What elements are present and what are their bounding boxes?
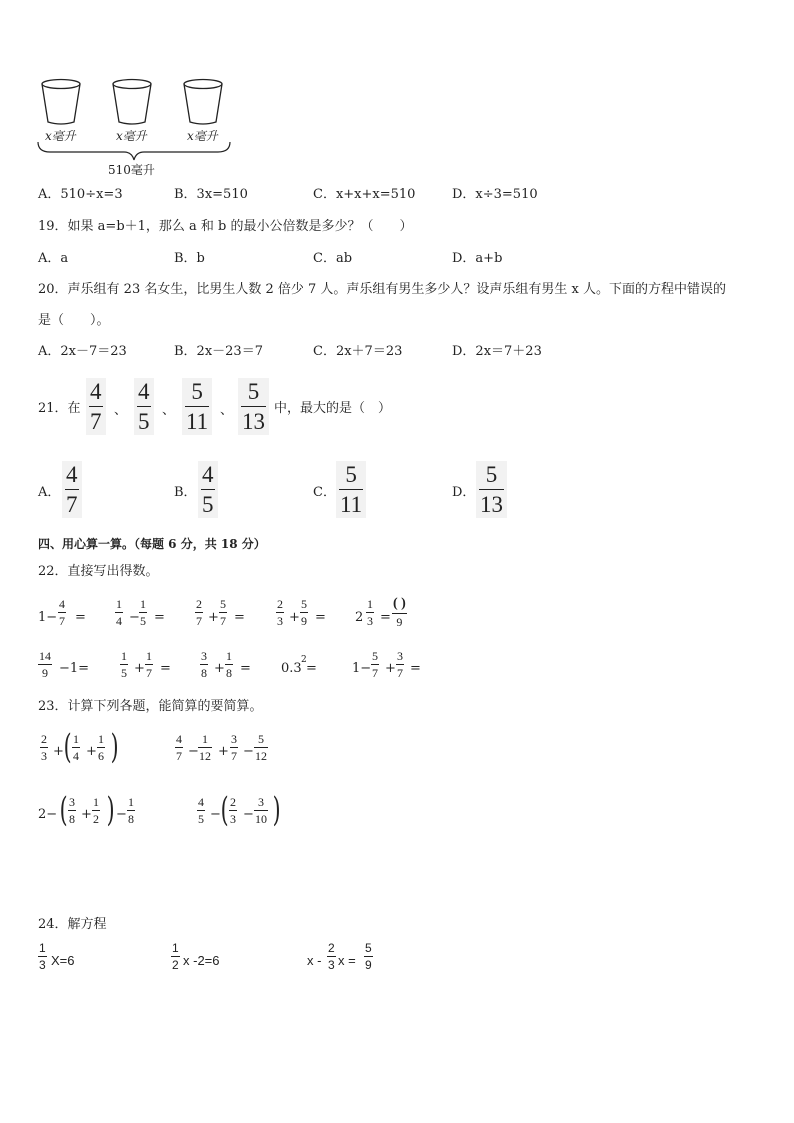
fraction: 1 3 [39, 941, 46, 972]
fraction: 1 4 [73, 732, 79, 763]
operator: + [208, 610, 219, 625]
fraction: 1 6 [98, 732, 104, 763]
fraction: 4 7 [59, 597, 65, 628]
equals: = [306, 661, 317, 676]
q21-separator: 、 [162, 403, 176, 418]
right-paren: ) [272, 790, 281, 830]
fraction: 5 7 [220, 597, 226, 628]
fraction: 1 7 [146, 649, 152, 680]
q21-option-a-letter: A． [38, 485, 61, 500]
q21-option-c-fraction: 5 11 [336, 461, 366, 518]
fraction: 1 2 [93, 795, 99, 826]
q20-stem-line1: 20．声乐组有 23 名女生，比男生人数 2 倍少 7 人。声乐组有男生多少人？设声乐组有男生 x 人。下面的方程中错误的 [38, 282, 727, 297]
equals: = [380, 610, 391, 625]
operator: + [53, 744, 64, 759]
fraction: 1 8 [128, 795, 134, 826]
cup-label: x毫升 [116, 129, 147, 143]
q24-e3-mid: x = [338, 953, 356, 968]
cup-icon [182, 78, 224, 126]
left-paren: ( [220, 790, 229, 830]
left-paren: ( [63, 727, 72, 767]
q24-e2-tail: x -2=6 [183, 953, 220, 968]
right-paren: ) [106, 790, 115, 830]
power-base: 0.3 [281, 661, 302, 676]
operator: + [218, 744, 229, 759]
q24-e1-tail: X=6 [51, 953, 75, 968]
operator: + [289, 610, 300, 625]
q21-option-b-letter: B． [174, 485, 197, 500]
q22-r2-e1-tail: −1= [59, 661, 90, 676]
equals: = [234, 610, 245, 625]
equals: = [154, 610, 165, 625]
q21-fraction: 4 7 [86, 378, 106, 435]
q18-option-a: A．510÷x=3 [38, 187, 123, 202]
operator: + [81, 807, 92, 822]
operator: − [243, 744, 254, 759]
operator: − [210, 807, 221, 822]
q21-prefix: 21．在 [38, 401, 81, 416]
q21-fraction: 5 13 [238, 378, 269, 435]
operator: − [188, 744, 199, 759]
q21-option-c-letter: C． [313, 485, 336, 500]
fraction: 3 10 [255, 795, 267, 826]
q21-suffix: 中，最大的是（ ） [274, 401, 392, 416]
fraction: 2 3 [277, 597, 283, 628]
fraction: 4 7 [176, 732, 182, 763]
total-label: 510毫升 [108, 163, 155, 177]
fraction: 4 5 [198, 795, 204, 826]
fraction: 1 2 [172, 941, 179, 972]
cup-icon [111, 78, 153, 126]
q18-option-c: C．x+x+x=510 [313, 187, 416, 202]
q23-stem: 23．计算下列各题，能简算的要简算。 [38, 699, 263, 714]
q19-option-d: D．a+b [452, 251, 503, 266]
operator: + [385, 661, 396, 676]
fraction: 2 3 [41, 732, 47, 763]
operator: − [116, 807, 127, 822]
q22-r1-e1-lead: 1− [38, 610, 58, 625]
cup-label: x毫升 [45, 129, 76, 143]
q20-option-c: C．2x＋7＝23 [313, 344, 403, 359]
q22-stem: 22．直接写出得数。 [38, 564, 159, 579]
fraction: 2 7 [196, 597, 202, 628]
left-paren: ( [59, 790, 68, 830]
fraction: 5 12 [255, 732, 267, 763]
fraction: 1 5 [140, 597, 146, 628]
q21-separator: 、 [220, 403, 234, 418]
fraction: 2 3 [230, 795, 236, 826]
fraction: 1 5 [121, 649, 127, 680]
fraction: 3 7 [231, 732, 237, 763]
q21-fraction: 5 11 [182, 378, 212, 435]
q21-option-d-fraction: 5 13 [476, 461, 507, 518]
fraction: 1 3 [367, 597, 373, 628]
q20-option-b: B．2x－23＝7 [174, 344, 263, 359]
q19-stem: 19．如果 a=b＋1，那么 a 和 b 的最小公倍数是多少？（ ） [38, 219, 413, 234]
operator: + [214, 661, 225, 676]
fraction: 3 7 [397, 649, 403, 680]
q22-r2-e5-lead: 1− [352, 661, 372, 676]
cup-label: x毫升 [187, 129, 218, 143]
fraction: 3 8 [201, 649, 207, 680]
operator: + [134, 661, 145, 676]
q23-p3-lead: 2− [38, 807, 58, 822]
brace-icon [36, 140, 232, 162]
q18-option-d: D．x÷3=510 [452, 187, 538, 202]
q19-option-b: B．b [174, 251, 205, 266]
q21-option-b-fraction: 4 5 [198, 461, 218, 518]
q19-option-a: A．a [38, 251, 69, 266]
q20-option-d: D．2x＝7＋23 [452, 344, 542, 359]
q24-e3-lead: x - [307, 953, 322, 968]
fraction: 1 12 [199, 732, 211, 763]
q20-stem-line2: 是（ ）。 [38, 313, 110, 328]
operator: − [243, 807, 254, 822]
operator: + [86, 744, 97, 759]
fraction: 5 9 [365, 941, 372, 972]
fraction: 2 3 [328, 941, 335, 972]
fraction: 1 8 [226, 649, 232, 680]
whole-number: 2 [355, 610, 364, 625]
equals: = [75, 610, 86, 625]
equals: = [240, 661, 251, 676]
q21-option-a-fraction: 4 7 [62, 461, 82, 518]
q21-option-d-letter: D． [452, 485, 476, 500]
equals: = [160, 661, 171, 676]
right-paren: ) [110, 727, 119, 767]
q24-stem: 24．解方程 [38, 917, 107, 932]
equals: = [315, 610, 326, 625]
power-exponent: 2 [301, 655, 307, 665]
cup-icon [40, 78, 82, 126]
section-title: 四、用心算一算。（每题 6 分，共 18 分） [38, 537, 266, 551]
q21-separator: 、 [114, 403, 128, 418]
fraction: 14 9 [39, 649, 51, 680]
answer-blank-fraction[interactable]: ( ) 9 [393, 596, 406, 629]
fraction: 1 4 [116, 597, 122, 628]
q18-option-b: B．3x=510 [174, 187, 248, 202]
q21-fraction: 4 5 [134, 378, 154, 435]
equals: = [410, 661, 421, 676]
q19-option-c: C．ab [313, 251, 353, 266]
q20-option-a: A．2x－7＝23 [38, 344, 127, 359]
fraction: 5 7 [372, 649, 378, 680]
fraction: 5 9 [301, 597, 307, 628]
operator: − [129, 610, 140, 625]
fraction: 3 8 [69, 795, 75, 826]
